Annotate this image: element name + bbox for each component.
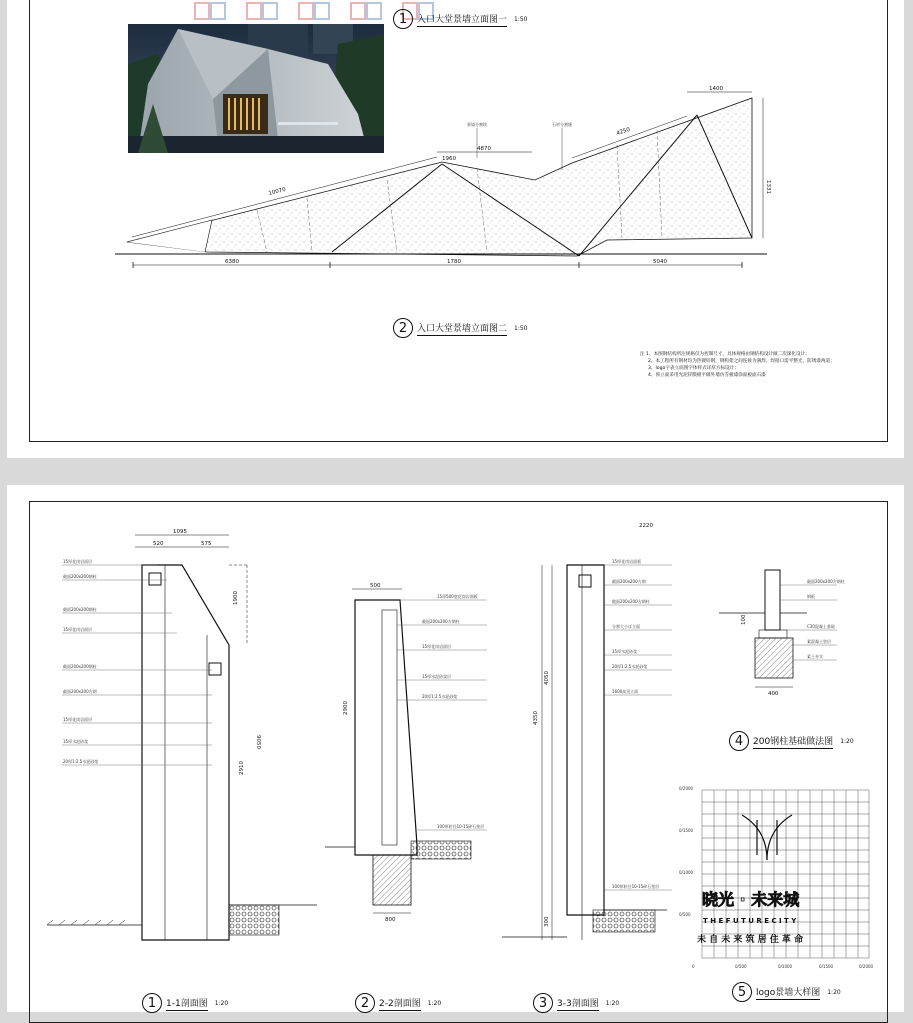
svg-text:100厚粒径10-15碎石垫层: 100厚粒径10-15碎石垫层 (437, 824, 485, 829)
axis-label: 0/1500 (819, 964, 834, 969)
logo-english-name: T H E F U T U R E C I T Y (703, 917, 797, 925)
dim-1331: 1331 (765, 180, 771, 194)
svg-text:截面200x200方钢: 截面200x200方钢 (63, 689, 97, 694)
svg-text:分割大小详立面: 分割大小详立面 (612, 624, 640, 629)
svg-text:截面200x200方钢柱: 截面200x200方钢柱 (612, 599, 650, 604)
axis-label: 0/1000 (679, 870, 694, 875)
svg-text:20厚1:2.5水泥砂浆: 20厚1:2.5水泥砂浆 (612, 664, 648, 669)
svg-text:截面200x200方钢柱: 截面200x200方钢柱 (807, 579, 845, 584)
title-scale: 1:50 (514, 324, 528, 332)
svg-text:1600高见立面: 1600高见立面 (612, 689, 639, 694)
section-1-1 (47, 529, 317, 940)
elevation-title-2 (393, 318, 528, 338)
dim-800: 800 (385, 917, 396, 923)
dim-4350: 4350 (533, 711, 539, 725)
dim-400: 400 (768, 691, 779, 697)
svg-text:15厚花岗岩面层: 15厚花岗岩面层 (63, 717, 93, 722)
title-scale: 1:20 (214, 999, 229, 1007)
wall-outline (127, 98, 752, 256)
title-name: 200钢柱基础做法图 (753, 734, 833, 749)
svg-text:15厚花岗岩面层: 15厚花岗岩面层 (63, 559, 93, 564)
note-line: 2、本工程所有钢材均为热镀锌钢，钢构架之间连接为满焊，焊接口需平整光，防锈漆两道； (648, 359, 835, 364)
elevation-title-1 (393, 9, 528, 29)
dim-2220: 2220 (639, 523, 653, 529)
dim-1780: 1780 (447, 259, 461, 265)
svg-text:15厚花岗岩面板: 15厚花岗岩面板 (612, 559, 642, 564)
logo-wall-detail (679, 786, 874, 969)
axis-label: 0/1000 (778, 964, 793, 969)
title-name: 入口大堂景墙立面图一 (417, 12, 507, 27)
title-name: logo景墙大样图 (756, 985, 820, 1000)
title-scale: 1:20 (827, 988, 841, 996)
svg-text:钢板: 钢板 (807, 594, 815, 599)
axis-label: 0/1500 (679, 828, 694, 833)
section-title-2 (355, 993, 441, 1013)
title-scale: 1:20 (427, 999, 442, 1007)
dim-5040: 5040 (653, 259, 667, 265)
dim-1095: 1095 (173, 529, 187, 535)
axis-label: 0 (692, 964, 695, 969)
note-line: 注 1、本图钢结构所注规格仅为控制尺寸，具体规格由钢结构设计做二次深化设计； (640, 352, 810, 357)
svg-text:C30混凝土基础: C30混凝土基础 (807, 624, 835, 629)
title-name: 入口大堂景墙立面图二 (417, 321, 507, 336)
title-number: 4 (729, 731, 749, 751)
title-number: 3 (533, 993, 553, 1013)
axis-label: 0/2000 (859, 964, 874, 969)
title-name: 2-2剖面图 (379, 996, 421, 1011)
axis-label: 0/500 (735, 964, 747, 969)
title-number: 1 (393, 9, 413, 29)
svg-text:20厚1:2.5水泥砂浆: 20厚1:2.5水泥砂浆 (63, 759, 99, 764)
svg-text:15厚500宽花岗岩面板: 15厚500宽花岗岩面板 (437, 594, 478, 599)
logo-mark (742, 815, 792, 860)
svg-text:截面200x200钢柱: 截面200x200钢柱 (63, 607, 97, 612)
svg-text:石材分割缝: 石材分割缝 (552, 122, 572, 127)
axis-label: 0/500 (679, 912, 691, 917)
title-number: 5 (732, 982, 752, 1002)
svg-text:素土夯实: 素土夯实 (807, 654, 823, 659)
note-line: 3、logo字表立面图字体样式详厚方标设计； (648, 366, 739, 371)
elevation-drawing (7, 80, 904, 280)
dim-9050: 9050 (255, 735, 261, 749)
section-2-2 (325, 583, 487, 923)
axis-label: 0/2000 (679, 786, 694, 791)
section-3-3 (502, 558, 672, 940)
dim-4050: 4050 (544, 671, 550, 685)
svg-text:景墙分割线: 景墙分割线 (467, 122, 487, 127)
svg-text:100厚粒径10-15碎石垫层: 100厚粒径10-15碎石垫层 (612, 884, 660, 889)
svg-text:15厚花岗岩面层: 15厚花岗岩面层 (63, 627, 93, 632)
svg-text:15厚水泥砂浆: 15厚水泥砂浆 (612, 649, 638, 654)
dim-2900: 2900 (343, 701, 349, 715)
detail-title-4 (729, 731, 854, 751)
dim-10070: 10070 (268, 186, 287, 197)
title-number: 2 (393, 318, 413, 338)
svg-text:素混凝土垫层: 素混凝土垫层 (807, 639, 831, 644)
dim-520: 520 (153, 541, 164, 547)
dim-4870: 4870 (477, 146, 491, 152)
logo-chinese-name: 晓光 · 未来城 (702, 890, 800, 909)
svg-text:截面200x200方钢: 截面200x200方钢 (612, 579, 646, 584)
svg-text:20厚1:2.5水泥砂浆: 20厚1:2.5水泥砂浆 (422, 694, 458, 699)
dim-1960: 1960 (442, 156, 456, 162)
dim-500: 500 (370, 583, 381, 589)
dim-2910: 2910 (239, 761, 245, 775)
dim-4250: 4250 (615, 126, 631, 137)
logo-slogan: 未 自 未 来 筑 居 住 革 命 (697, 935, 804, 945)
svg-text:15厚花岗岩面层: 15厚花岗岩面层 (422, 644, 452, 649)
design-notes (640, 351, 835, 379)
dim-100: 100 (741, 614, 747, 625)
title-name: 3-3剖面图 (557, 996, 599, 1011)
title-number: 1 (142, 993, 162, 1013)
title-name: 1-1剖面图 (166, 996, 208, 1011)
detail-title-5 (732, 982, 841, 1002)
drawing-sheet-2 (7, 485, 904, 1012)
dim-575: 575 (201, 541, 212, 547)
section-title-3 (533, 993, 619, 1013)
dim-6380: 6380 (225, 259, 239, 265)
dim-1900: 1900 (233, 591, 239, 605)
title-number: 2 (355, 993, 375, 1013)
title-scale: 1:50 (514, 15, 528, 23)
dim-300: 300 (544, 916, 550, 927)
title-scale: 1:20 (840, 737, 854, 745)
section-title-1 (142, 993, 228, 1013)
note-line: 4、预立面采用光泥锌膜板平做外墙仿雪板漆涂面板面石漆 (648, 373, 766, 378)
svg-text:15厚水泥砂浆层: 15厚水泥砂浆层 (422, 674, 452, 679)
drawing-sheet-1 (7, 0, 904, 458)
dim-1400: 1400 (709, 86, 723, 92)
svg-text:截面200x200钢柱: 截面200x200钢柱 (63, 574, 97, 579)
svg-text:截面200x200方钢柱: 截面200x200方钢柱 (422, 619, 460, 624)
svg-text:15厚水泥砂浆: 15厚水泥砂浆 (63, 739, 89, 744)
svg-text:截面200x200钢柱: 截面200x200钢柱 (63, 664, 97, 669)
detail-steel-column-footing (719, 570, 845, 697)
title-scale: 1:20 (605, 999, 620, 1007)
